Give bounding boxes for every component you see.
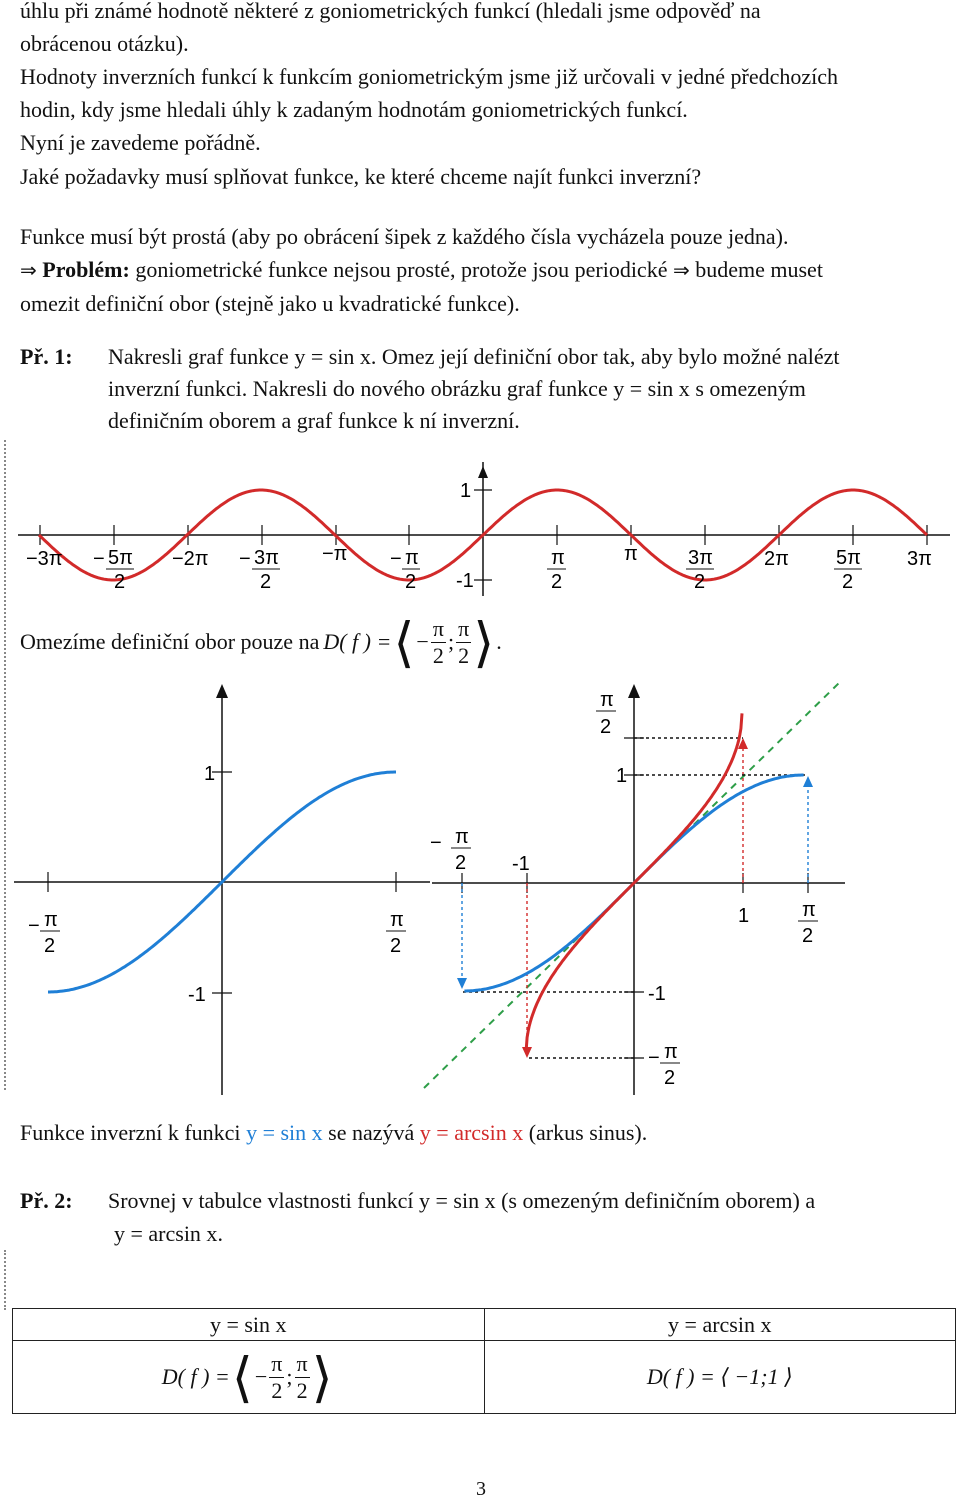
x-tick-neg3pi2-num: 3π (254, 547, 279, 569)
x-tick-3pi: 3π (907, 548, 932, 570)
restricted-sine-graph (0, 680, 440, 1100)
example-2-label: Př. 2: (20, 1188, 73, 1213)
implies-arrow-icon: ⇒ (20, 258, 37, 282)
mapping-guides (457, 738, 813, 1058)
problem-text: goniometrické funkce nejsou prosté, protože jsou periodické (129, 257, 673, 282)
y2-tick-neg1: -1 (188, 984, 206, 1006)
x-tick-pi: π (624, 543, 638, 565)
x3-tick-1: 1 (738, 905, 750, 927)
y2-tick-1: 1 (204, 763, 216, 785)
y3-tick-1: 1 (616, 765, 628, 787)
formula-sin: y = sin x (294, 344, 371, 369)
page-number: 3 (476, 1478, 486, 1500)
svg-text:−: − (28, 915, 40, 937)
example-1-line-3: definičním oborem a graf funkce k ní inverzní. (108, 408, 520, 433)
domain-prefix: D( f ) = (323, 629, 392, 654)
x3-tick-negpi2-den: 2 (455, 852, 467, 874)
answer-line-1: Funkce musí být prostá (aby po obrácení šipek z každého čísla vycházela pouze jedna). (20, 224, 789, 249)
x2-tick-negpi2-den: 2 (44, 935, 56, 957)
answer-line-2 (20, 253, 940, 287)
left-angle-icon: ⟨ (393, 612, 415, 673)
y-tick-neg1: -1 (456, 570, 474, 592)
x3-tick-neg1: -1 (512, 853, 530, 875)
x-tick-5pi2-den: 2 (842, 571, 854, 593)
intro-line-2: obrácenou otázku). (20, 31, 189, 56)
svg-text:−: − (390, 548, 402, 570)
col-header-arcsin: y = arcsin x (484, 1309, 956, 1341)
intro-line-1: úhlu při známé hodnotě některé z goniometrických funkcí (hledali jsme odpověď na (20, 0, 761, 23)
x-tick-negpi2-den: 2 (405, 571, 417, 593)
x3-tick-pi2-num: π (802, 899, 816, 921)
x3-tick-pi2-den: 2 (802, 925, 814, 947)
implies-arrow-icon-2: ⇒ (672, 258, 690, 282)
x2-tick-negpi2-num: π (44, 909, 58, 931)
x-tick-3pi2-num: 3π (688, 547, 713, 569)
y3-tick-negpi2-den: 2 (664, 1067, 676, 1089)
example-2-line-1: Srovnej v tabulce vlastnosti funkcí y = sin x (s omezeným definičním oborem) a (108, 1188, 816, 1213)
col-header-sin: y = sin x (13, 1309, 485, 1341)
example-1-line-2: inverzní funkci. Nakresli do nového obrázku graf funkce y = sin x s omezeným (108, 376, 806, 401)
right-angle-icon: ⟩ (473, 612, 495, 673)
question-text: Jaké požadavky musí splňovat funkce, ke které chceme najít funkci inverzní? (20, 164, 702, 189)
x2-tick-pi2-num: π (390, 909, 404, 931)
x-tick-negpi2-num: π (405, 547, 419, 569)
intro-line-5: Nyní je zavedeme pořádně. (20, 130, 261, 155)
y3-tick-neg1: -1 (648, 983, 666, 1005)
answer-line-3: omezit definiční obor (stejně jako u kvadratické funkce). (20, 291, 520, 316)
formula-arcsin-red: y = arcsin x (419, 1120, 524, 1145)
frac-pi2: $\frac{\pi}{2}$ (458, 615, 470, 668)
example-1-line-1: Nakresli graf funkce y = sin x. Omez její definiční obor tak, aby bylo možné nalézt (108, 344, 840, 369)
comparison-table (12, 1308, 956, 1414)
y-tick-1: 1 (460, 480, 472, 502)
problem-text-end: budeme muset (689, 257, 823, 282)
example-2-line-2: y = arcsin x. (114, 1221, 223, 1246)
y3-tick-negpi2-num: π (664, 1041, 678, 1063)
cell-domain-sin: D( f ) = ⟨ − $\frac{\pi}{2}$ ; $\frac{\pi}{2}$ ⟩ (13, 1341, 485, 1414)
x3-tick-negpi2-num: π (455, 826, 469, 848)
formula-sin-blue: y = sin x (246, 1120, 323, 1145)
x-tick-2pi: 2π (764, 548, 789, 570)
sine-graph-full (0, 458, 960, 598)
x-tick-neg5pi2-num: 5π (108, 547, 133, 569)
x-tick-pi2-den: 2 (551, 571, 563, 593)
intro-paragraph (20, 0, 940, 159)
y3-tick-pi2-den: 2 (600, 716, 612, 738)
y3-tick-pi2-num: π (600, 689, 614, 711)
svg-text:−: − (430, 832, 442, 854)
svg-text:−: − (239, 548, 251, 570)
restriction-line: Omezíme definiční obor pouze na D( f ) = ⟨ − $\frac{\pi}{2}$ ; $\frac{\pi}{2}$ ⟩ . (20, 612, 502, 673)
restriction-text: Omezíme definiční obor pouze na (20, 629, 320, 654)
svg-text:−: − (93, 548, 105, 570)
intro-line-3: Hodnoty inverzních funkcí k funkcím goniometrickým jsme již určovali v jedné předchozích (20, 64, 839, 89)
x-tick-5pi2-num: 5π (836, 547, 861, 569)
sine-arcsin-graph (420, 680, 850, 1100)
table-row-domain (13, 1341, 956, 1414)
x2-tick-pi2-den: 2 (390, 935, 402, 957)
intro-line-4: hodin, kdy jsme hledali úhly k zadaným hodnotám goniometrických funkcí. (20, 97, 688, 122)
problem-label: Problém: (42, 257, 130, 282)
formula-sin-2: y = sin x (613, 376, 690, 401)
svg-text:−: − (648, 1047, 660, 1069)
x-tick-negpi: −π (322, 543, 348, 565)
x-tick-neg2pi: −2π (172, 548, 209, 570)
margin-dots-bottom (4, 1250, 6, 1310)
x-tick-neg3pi: −3π (26, 548, 63, 570)
x-tick-3pi2-den: 2 (694, 571, 706, 593)
frac-neg-pi2: $\frac{\pi}{2}$ (432, 615, 444, 668)
example-1-label: Př. 1: (20, 344, 73, 369)
answer-paragraph (20, 220, 940, 320)
cell-domain-arcsin: D( f ) = ⟨ −1;1 ⟩ (484, 1341, 956, 1414)
x-tick-neg3pi2-den: 2 (260, 571, 272, 593)
table-header-row (13, 1309, 956, 1341)
definition-line: Funkce inverzní k funkci y = sin x se nazývá y = arcsin x (arkus sinus). (20, 1120, 648, 1145)
x-tick-pi2-num: π (551, 547, 565, 569)
x-tick-neg5pi2-den: 2 (114, 571, 126, 593)
